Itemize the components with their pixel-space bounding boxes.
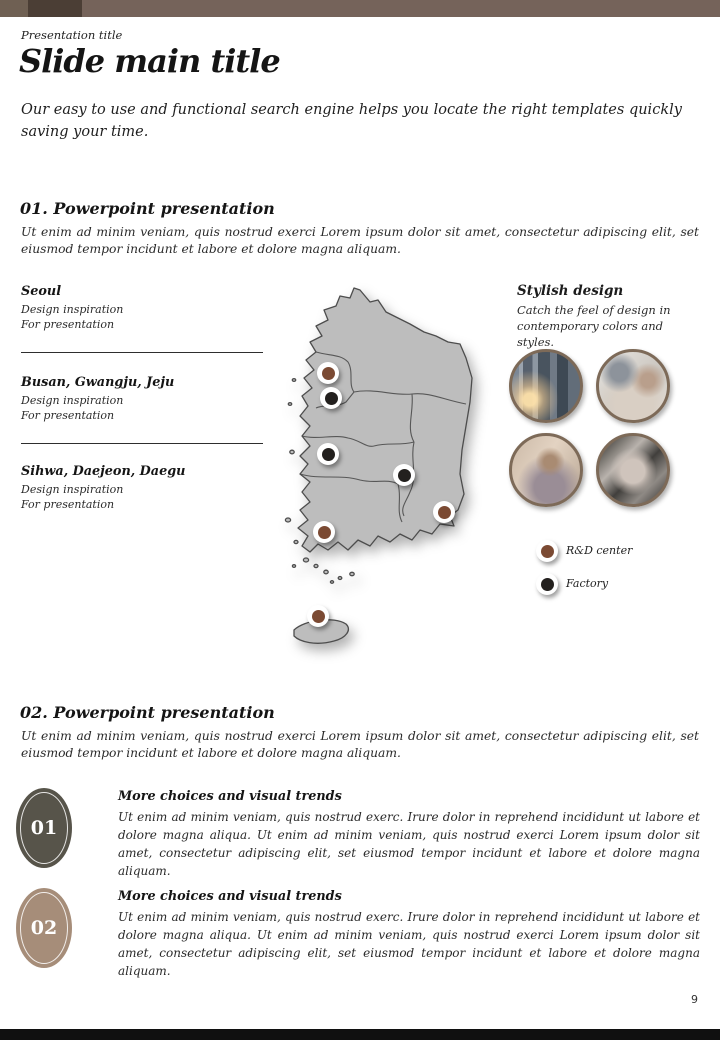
map-marker-factory — [320, 387, 342, 409]
photo-city-skyscrapers — [509, 349, 583, 423]
south-korea-map — [282, 284, 482, 654]
factory-dot — [322, 448, 335, 461]
legend-factory-dot — [536, 573, 558, 595]
stylish-design-heading: Stylish design — [517, 283, 624, 299]
item-01-heading: More choices and visual trends — [118, 789, 342, 804]
item-02-number: 02 — [30, 917, 58, 939]
legend-factory-label: Factory — [566, 577, 609, 590]
bottom-accent-bar — [0, 1029, 720, 1040]
map-marker-factory — [317, 443, 339, 465]
top-bar-segment-3 — [82, 0, 720, 17]
location-busan-line2: For presentation — [21, 409, 115, 423]
factory-dot — [398, 469, 411, 482]
legend-rnd-center-label: R&D center — [566, 544, 633, 557]
map-marker-factory — [393, 464, 415, 486]
divider-line — [21, 443, 263, 444]
map-marker-rnd-center — [317, 362, 339, 384]
rnd-center-dot — [541, 545, 554, 558]
page-number: 9 — [691, 993, 698, 1006]
rnd-center-dot — [438, 506, 451, 519]
location-title-seoul: Seoul — [21, 284, 62, 299]
location-title-sihwa: Sihwa, Daejeon, Daegu — [21, 464, 186, 479]
divider-line — [21, 352, 263, 353]
korea-map-graphic — [282, 284, 482, 654]
item-02-number-circle — [16, 888, 72, 968]
rnd-center-dot — [312, 610, 325, 623]
rnd-center-dot — [322, 367, 335, 380]
presentation-title-kicker: Presentation title — [21, 28, 123, 42]
location-title-busan: Busan, Gwangju, Jeju — [21, 375, 175, 390]
section-1-heading: 01. Powerpoint presentation — [20, 199, 275, 218]
location-sihwa-line2: For presentation — [21, 498, 115, 512]
item-02-heading: More choices and visual trends — [118, 889, 342, 904]
top-accent-bar — [0, 0, 720, 17]
section-2-heading: 02. Powerpoint presentation — [20, 703, 275, 722]
top-bar-segment-2 — [28, 0, 82, 17]
item-01-number-circle — [16, 788, 72, 868]
map-marker-rnd-center — [313, 521, 335, 543]
stylish-design-description: Catch the feel of design in contemporary colors and styles. — [517, 303, 671, 350]
location-busan-line1: Design inspiration — [21, 394, 124, 407]
item-02-body: Ut enim ad minim veniam, quis nostrud exerc. Irure dolor in reprehend incididunt ut labore et dolore magna aliqua. Ut enim ad minim veniam, quis nostrud exerci Lorem ipsum dolor sit amet, consectetur adipiscing elit, set eiusmod tempor incidunt et labore et dolore magna aliquam. — [118, 910, 700, 978]
item-01-number: 01 — [30, 817, 58, 839]
section-1-body: Ut enim ad minim veniam, quis nostrud exerci Lorem ipsum dolor sit amet, consectetur adipiscing elit, set eiusmod tempor incidunt et labore et dolore magna aliquam. — [21, 225, 699, 257]
map-marker-rnd-center — [433, 501, 455, 523]
photo-woman-on-phone — [509, 433, 583, 507]
factory-dot — [541, 578, 554, 591]
item-01-body: Ut enim ad minim veniam, quis nostrud exerc. Irure dolor in reprehend incididunt ut labore et dolore magna aliqua. Ut enim ad minim veniam, quis nostrud exerci Lorem ipsum dolor sit amet, consectetur adipiscing elit, set eiusmod tempor incidunt et labore et dolore magna aliquam. — [118, 810, 700, 878]
location-seoul-line1: Design inspiration — [21, 303, 124, 316]
slide-main-title: Slide main title — [19, 42, 280, 80]
photo-business-meeting — [596, 349, 670, 423]
location-sihwa-line1: Design inspiration — [21, 483, 124, 496]
photo-applause-hands — [596, 433, 670, 507]
factory-dot — [325, 392, 338, 405]
location-seoul-line2: For presentation — [21, 318, 115, 332]
legend-rnd-center-dot — [536, 540, 558, 562]
rnd-center-dot — [318, 526, 331, 539]
section-2-body: Ut enim ad minim veniam, quis nostrud exerci Lorem ipsum dolor sit amet, consectetur adipiscing elit, set eiusmod tempor incidunt et labore et dolore magna aliquam. — [21, 729, 699, 761]
slide-subtitle: Our easy to use and functional search engine helps you locate the right templates quickly saving your time. — [21, 102, 682, 140]
top-bar-segment-1 — [0, 0, 28, 17]
map-marker-rnd-center — [307, 605, 329, 627]
